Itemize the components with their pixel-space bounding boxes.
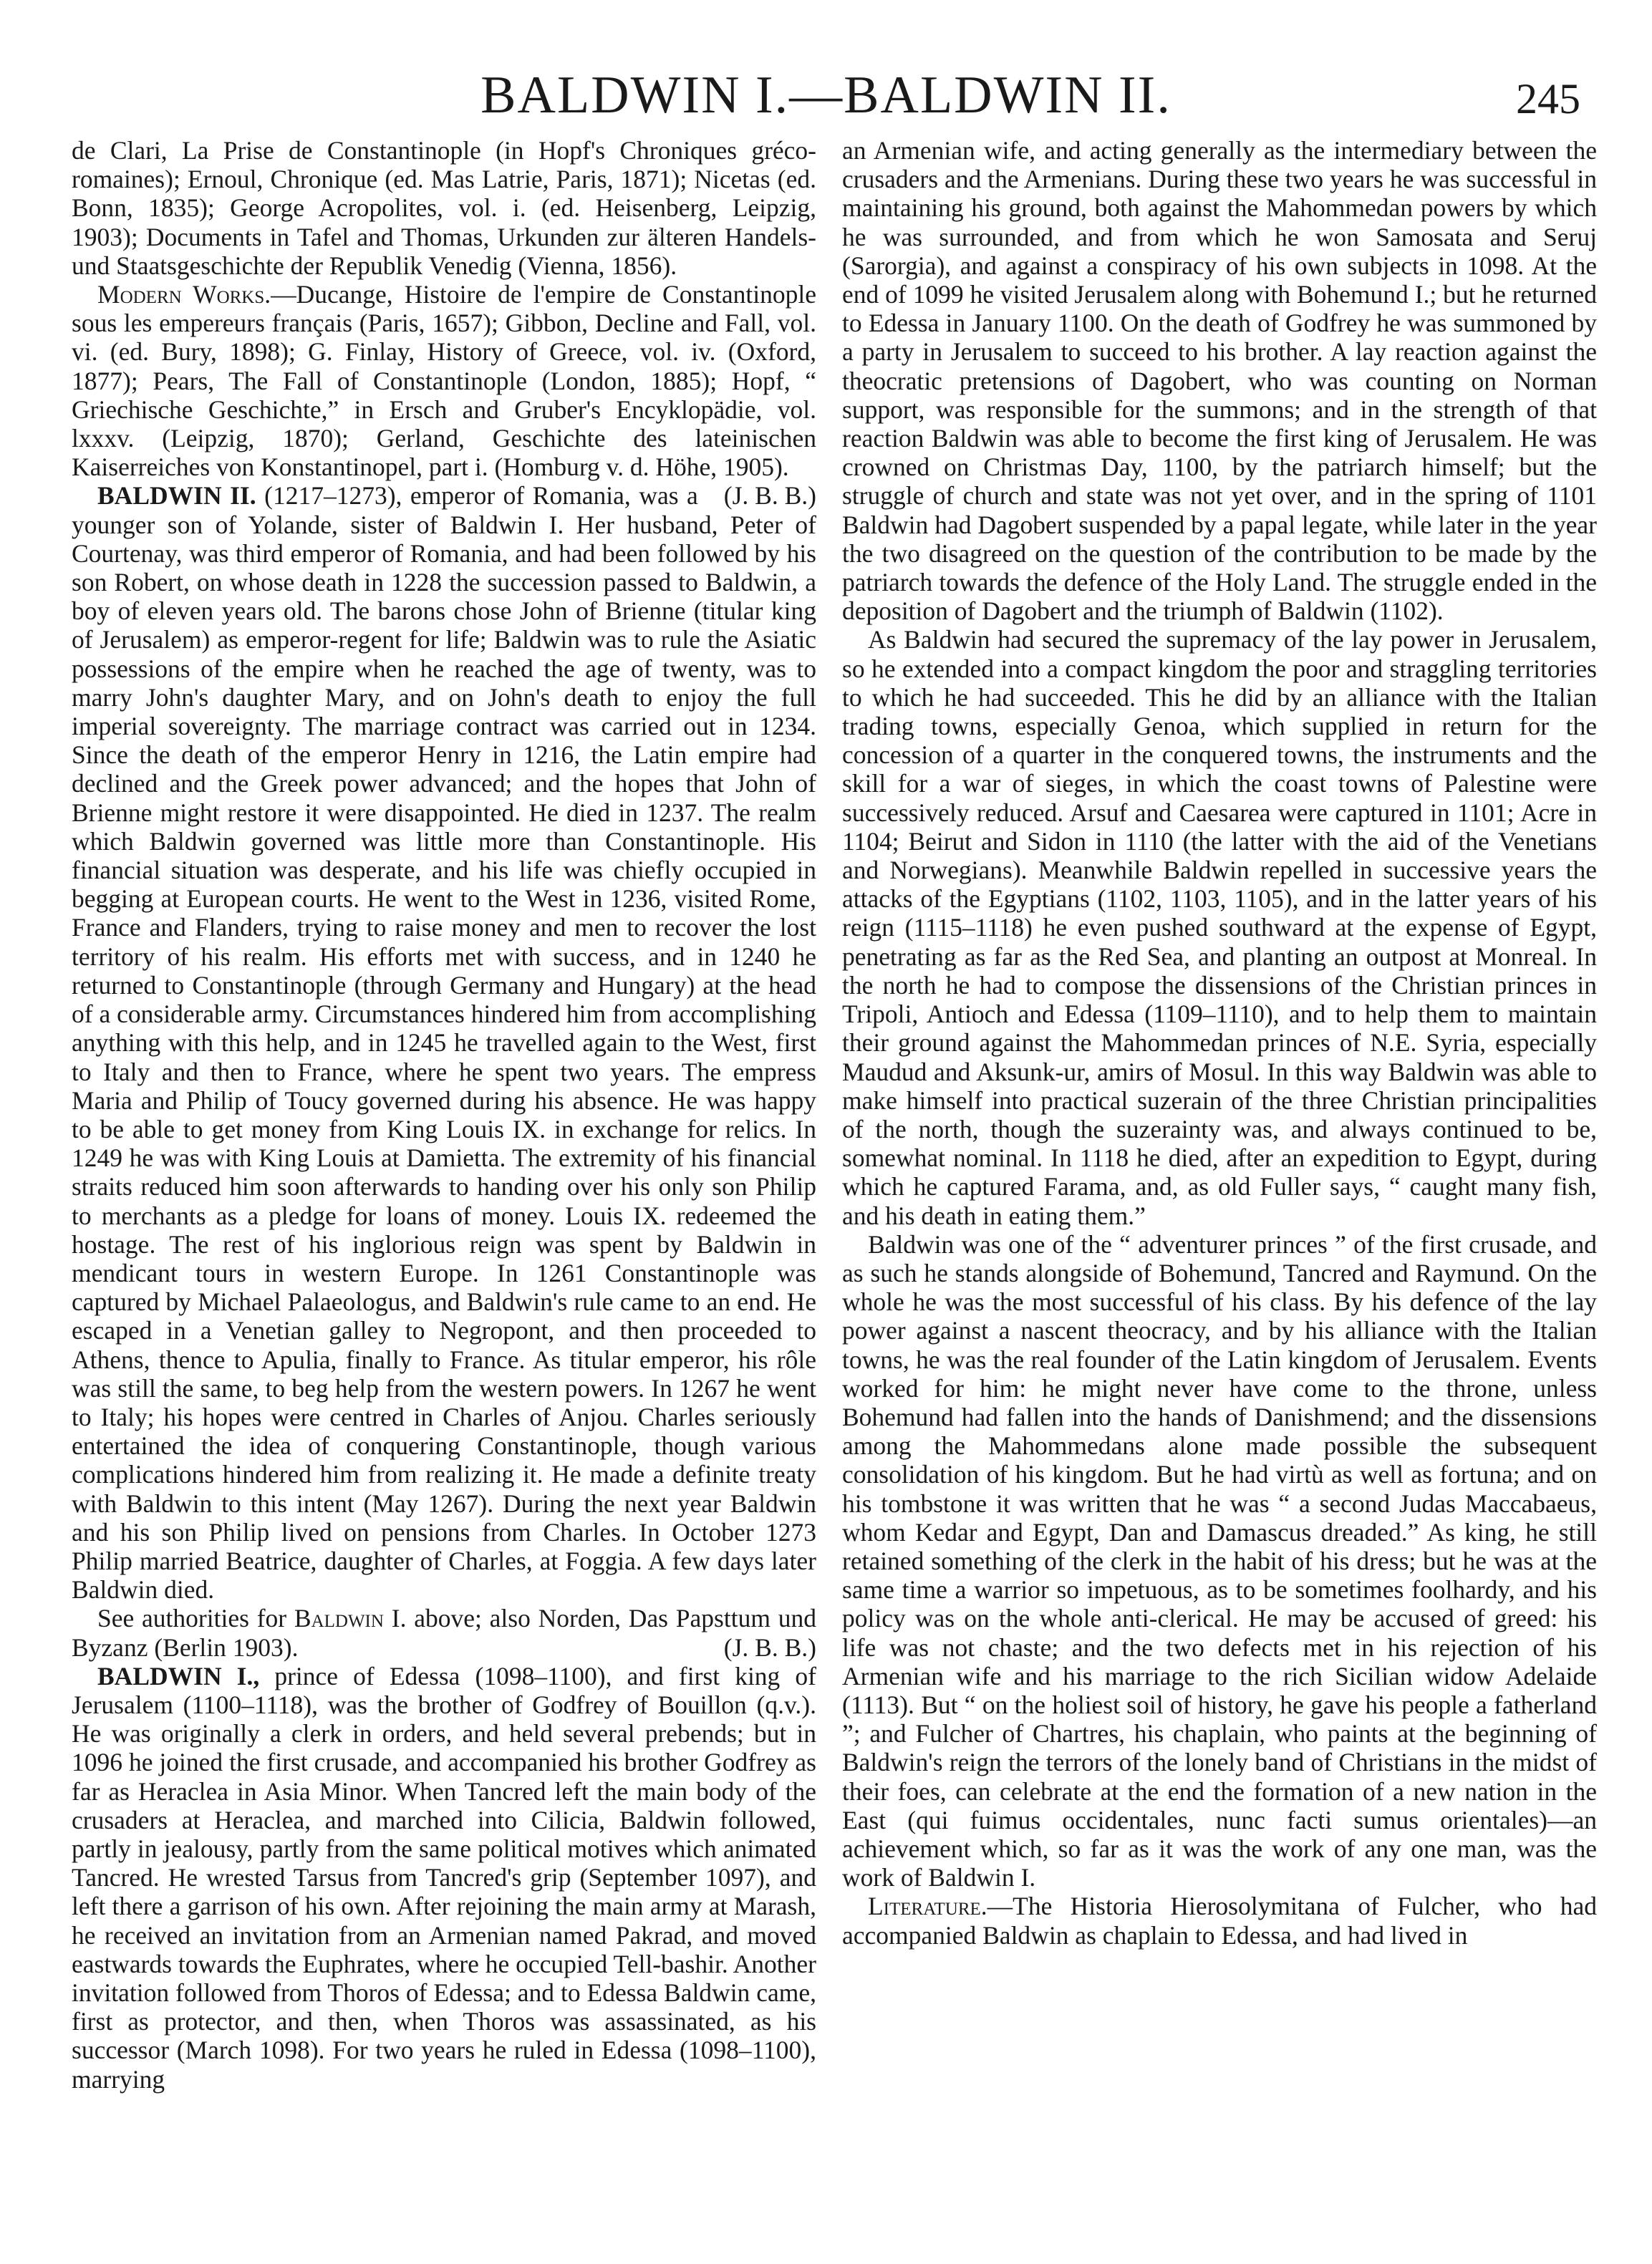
left-column (72, 136, 816, 2094)
article-paragraph: As Baldwin had secured the supremacy of the lay power in Jerusalem, so he extended into a compact kingdom the poor and straggling territories to which he had succeeded. This he did by an alliance with the Italian trading towns, especially Genoa, which supplied in return for the concession of a quarter in the conquered towns, the instruments and the skill for a war of sieges, in which the coast towns of Palestine were successively reduced. Arsuf and Caesarea were captured in 1101; Acre in 1104; Beirut and Sidon in 1110 (the latter with the aid of the Venetians and Norwegians). Meanwhile Baldwin repelled in successive years the attacks of the Egyptians (1102, 1103, 1105), and in the latter years of his reign (1115–1118) he even pushed southward at the expense of Egypt, penetrating as far as the Red Sea, and planting an outpost at Monreal. In the north he had to compose the dissensions of the Christian princes in Tripoli, Antioch and Edessa (1109–1110), and to help them to maintain their ground against the Mahommedan princes of N.E. Syria, especially Maudud and Aksunk-ur, amirs of Mosul. In this way Baldwin was able to make himself into practical suzerain of the three Christian principalities of the north, though the suzerainty was, and always continued to be, somewhat nominal. In 1118 he died, after an expedition to Egypt, during which he captured Farama, and, as old Fuller says, “ caught many fish, and his death in eating them.” (842, 625, 1597, 1230)
running-title: BALDWIN I.—BALDWIN II. (480, 66, 1172, 125)
literature-text: —The Historia Hierosolymitana of Fulcher, who had accompanied Baldwin as chaplain to Edessa, and had lived in (842, 1892, 1597, 1950)
article-headword: BALDWIN II. (97, 481, 256, 511)
page-number: 245 (1516, 75, 1580, 122)
article-text: (1217–1273), emperor of Romania, was a younger son of Yolande, sister of Baldwin I. Her husband, Peter of Courtenay, was third emperor of Romania, and had been followed by his son Robert, on whose death in 1228 the succession passed to Baldwin, a boy of eleven years old. The barons chose John of Brienne (titular king of Jerusalem) as emperor-regent for life; Baldwin was to rule the Asiatic possessions of the empire when he reached the age of twenty, was to marry John's daughter Mary, and on John's death to enjoy the full imperial sovereignty. The marriage contract was carried out in 1234. Since the death of the emperor Henry in 1216, the Latin empire had declined and the Greek power advanced; and the hopes that John of Brienne might restore it were disappointed. He died in 1237. The realm which Baldwin governed was little more than Constantinople. His financial situation was desperate, and his life was chiefly occupied in begging at European courts. He went to the West in 1236, visited Rome, France and Flanders, trying to raise money and men to recover the lost territory of his realm. His efforts met with success, and in 1240 he returned to Constantinople (through Germany and Hungary) at the head of a considerable army. Circumstances hindered him from accomplishing anything with this help, and in 1245 he travelled again to the West, first to Italy and then to France, where he spent two years. The empress Maria and Philip of Toucy governed during his absence. He was happy to be able to get money from King Louis IX. in exchange for relics. In 1249 he was with King Louis at Damietta. The extremity of his financial straits reduced him soon afterwards to handing over his only son Philip to merchants as a pledge for loans of money. Louis IX. redeemed the hostage. The rest of his inglorious reign was spent by Baldwin in mendicant tours in western Europe. In 1261 Constantinople was captured by Michael Palaeologus, and Baldwin's rule came to an end. He escaped in a Venetian galley to Negropont, and then proceeded to Athens, thence to Apulia, finally to France. As titular emperor, his rôle was still the same, to beg help from the western powers. In 1267 he went to Italy; his hopes were centred in Charles of Anjou. Charles seriously entertained the idea of conquering Constantinople, though various complications hindered him from realizing it. He made a definite treaty with Baldwin to this intent (May 1267). During the next year Baldwin and his son Philip lived on pensions from Charles. In October 1273 Philip married Beatrice, daughter of Charles, at Foggia. A few days later Baldwin died. (72, 481, 816, 1605)
article-headword: BALDWIN I., (97, 1661, 260, 1690)
article-text: prince of Edessa (1098–1100), and first king of Jerusalem (1100–1118), was the brother of Godfrey of Bouillon (q.v.). He was originally a clerk in orders, and held several prebends; but in 1096 he joined the first crusade, and accompanied his brother Godfrey as far as Heraclea in Asia Minor. When Tancred left the main body of the crusaders at Heraclea, and marched into Cilicia, Baldwin followed, partly in jealousy, partly from the same political motives which animated Tancred. He wrested Tarsus from Tancred's grip (September 1097), and left there a garrison of his own. After rejoining the main army at Marash, he received an invitation from an Armenian named Pakrad, and moved eastwards towards the Euphrates, where he occupied Tell-bashir. Another invitation followed from Thoros of Edessa; and to Edessa Baldwin came, first as protector, and then, when Thoros was assassinated, as his successor (March 1098). For two years he ruled in Edessa (1098–1100), marrying (72, 1661, 816, 2094)
bibliography-continued: de Clari, La Prise de Constantinople (in Hopf's Chroniques gréco-romaines); Ernoul, Chronique (ed. Mas Latrie, Paris, 1871); Nicetas (ed. Bonn, 1835); George Acropolites, vol. i. (ed. Heisenberg, Leipzig, 1903); Documents in Tafel and Thomas, Urkunden zur älteren Handels- und Staatsgeschichte der Republik Venedig (Vienna, 1856). (72, 136, 816, 280)
baldwin-ii-article (72, 481, 816, 1604)
authorities-note: See authorities for Baldwin I. above; also Norden, Das Papsttum und Byzanz (Berlin 1903). (J. B. B.) (72, 1604, 816, 1662)
modern-works-label: Modern Works. (97, 280, 271, 309)
author-signature: (J. B. B.) (723, 481, 816, 511)
right-column (842, 136, 1597, 1950)
author-signature: (J. B. B.) (723, 1632, 816, 1662)
baldwin-i-article (72, 1662, 816, 2094)
page-header (0, 56, 1652, 135)
literature-label: Literature. (868, 1892, 987, 1921)
article-continued: an Armenian wife, and acting generally as the intermediary between the crusaders and the Armenians. During these two years he was successful in maintaining his ground, both against the Mahommedan powers by which he was surrounded, and from which he won Samosata and Seruj (Sarorgia), and against a conspiracy of his own subjects in 1098. At the end of 1099 he visited Jerusalem along with Bohemund I.; but he returned to Edessa in January 1100. On the death of Godfrey he was summoned by a party in Jerusalem to succeed to his brother. A lay reaction against the theocratic pretensions of Dagobert, who was counting on Norman support, was responsible for the summons; and in the strength of that reaction Baldwin was able to become the first king of Jerusalem. He was crowned on Christmas Day, 1100, by the patriarch himself; but the struggle of church and state was not yet over, and in the spring of 1101 Baldwin had Dagobert suspended by a papal legate, while later in the year the two disagreed on the question of the contribution to be made by the patriarch towards the defence of the Holy Land. The struggle ended in the deposition of Dagobert and the triumph of Baldwin (1102). (842, 136, 1597, 626)
modern-works-text: —Ducange, Histoire de l'empire de Constantinople sous les empereurs français (Paris, 1657); Gibbon, Decline and Fall, vol. vi. (ed. Bury, 1898); G. Finlay, History of Greece, vol. iv. (Oxford, 1877); Pears, The Fall of Constantinople (London, 1885); Hopf, “ Griechische Geschichte,” in Ersch and Gruber's Encyklopädie, vol. lxxxv. (Leipzig, 1870); Gerland, Geschichte des lateinischen Kaiserreiches von Konstantinopel, part i. (Homburg v. d. Höhe, 1905). (72, 280, 816, 482)
article-paragraph: Baldwin was one of the “ adventurer princes ” of the first crusade, and as such he stands alongside of Bohemund, Tancred and Raymund. On the whole he was the most successful of his class. By his defence of the lay power against a nascent theocracy, and by his alliance with the Italian towns, he was the real founder of the Latin kingdom of Jerusalem. Events worked for him: he might never have come to the throne, unless Bohemund had fallen into the hands of Danishmend; and the dissensions among the Mahommedans alone made possible the subsequent consolidation of his kingdom. But he had virtù as well as fortuna; and on his tombstone it was written that he was “ a second Judas Maccabaeus, whom Kedar and Egypt, Dan and Damascus dreaded.” As king, he still retained something of the clerk in the habit of his dress; but he was at the same time a warrior so impetuous, as to be sometimes foolhardy, and his policy was on the whole anti-clerical. He may be accused of greed: his life was not chaste; and the two defects met in his rejection of his Armenian wife and his marriage to the rich Sicilian widow Adelaide (1113). But “ on the holiest soil of history, he gave his people a fatherland ”; and Fulcher of Chartres, his chaplain, who paints at the beginning of Baldwin's reign the terrors of the lonely band of Christians in the midst of their foes, can celebrate at the end the formation of a new nation in the East (qui fuimus occidentales, nunc facti sumus orientales)—an achievement which, so far as it was the work of any one man, was the work of Baldwin I. (842, 1229, 1597, 1892)
cross-reference: Baldwin (294, 1604, 384, 1633)
literature-paragraph (842, 1892, 1597, 1949)
